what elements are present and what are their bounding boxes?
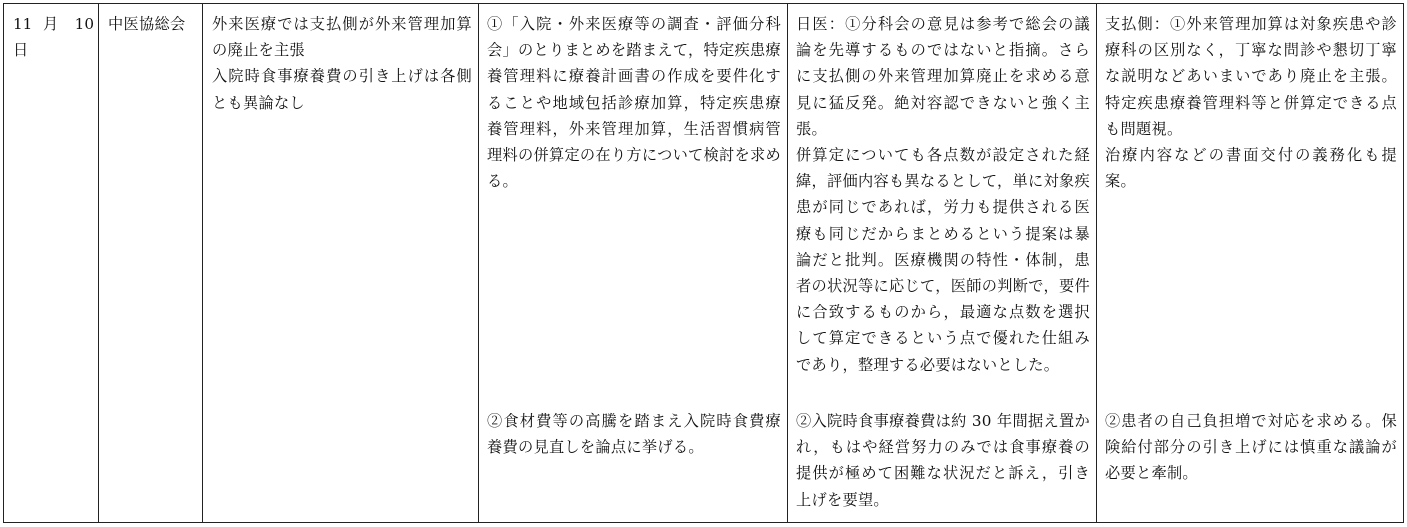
doctors-side-item-2-text: ②入院時食事療養費は約 30 年間据え置かれ，もはや経営努力のみでは食事療養の提供が極めて困難な状況だと訴え，引き上げを要望。 [796,412,1090,509]
proposal-item-1-text: ①「入院・外来医療等の調査・評価分科会」のとりまとめを踏まえて，特定疾患療養管理料に療養計画書の作成を要件化することや地域包括診療加算，特定疾患療養管理料，外来管理加算，生活習慣病管理料の併算定の在り方について検討を求める。 [487,15,781,191]
table-row [4,4,1404,523]
topic-cell [203,4,479,523]
doctors-side-item-1-para-2: 併算定についても各点数が設定された経緯，評価内容も異なるとして，単に対象疾患が同じであれば，労力も提供される医療も同じだからまとめるという提案は暴論だと批判。医療機関の特性・体制，患者の状況等に応じて，医師の判断で，要件に合致するものから，最適な点数を選択して算定できるという点で優れた仕組みであり，整理する必要はないとした。 [796,146,1090,374]
proposal-item-2-text: ②食材費等の高騰を踏まえ入院時食費療養費の見直しを論点に挙げる。 [487,412,781,457]
topic-line-inpatient-meals: 入院時食事療養費の引き上げは各側とも異論なし [212,67,472,112]
organization-text: 中医協総会 [108,15,186,33]
doctors-side-item-1-para-1: 日医：①分科会の意見は参考で総会の議論を先導するものではないと指摘。さらに支払側の外来管理加算廃止を求める意見に猛反発。絶対容認できないと強く主張。 [796,15,1090,138]
payers-side-item-2-text: ②患者の自己負担増で対応を求める。保険給付部分の引き上げには慎重な議論が必要と牽制。 [1105,412,1397,483]
meeting-record-table-wrapper [3,3,1403,523]
proposal-item-1 [479,11,787,194]
meeting-record-table [3,3,1404,523]
payers-side-item-1-para-2: 治療内容などの書面交付の義務化も提案。 [1105,146,1397,191]
doctors-side-cell [788,4,1097,523]
date-text: 11 月 10 日 [13,15,94,60]
payers-side-item-1 [1097,11,1403,194]
payers-side-item-2 [1097,408,1403,487]
date-cell [4,4,99,523]
proposal-item-2 [479,408,787,460]
doctors-side-item-2 [788,408,1096,513]
proposal-cell [479,4,788,523]
organization-cell [99,4,203,523]
payers-side-cell [1097,4,1404,523]
payers-side-item-1-para-1: 支払側：①外来管理加算は対象疾患や診療科の区別なく，丁寧な問診や懇切丁寧な説明などあいまいであり廃止を主張。特定疾患療養管理料等と併算定できる点も問題視。 [1105,15,1397,138]
topic-line-outpatient: 外来医療では支払側が外来管理加算の廃止を主張 [212,15,472,60]
doctors-side-item-1 [788,11,1096,378]
